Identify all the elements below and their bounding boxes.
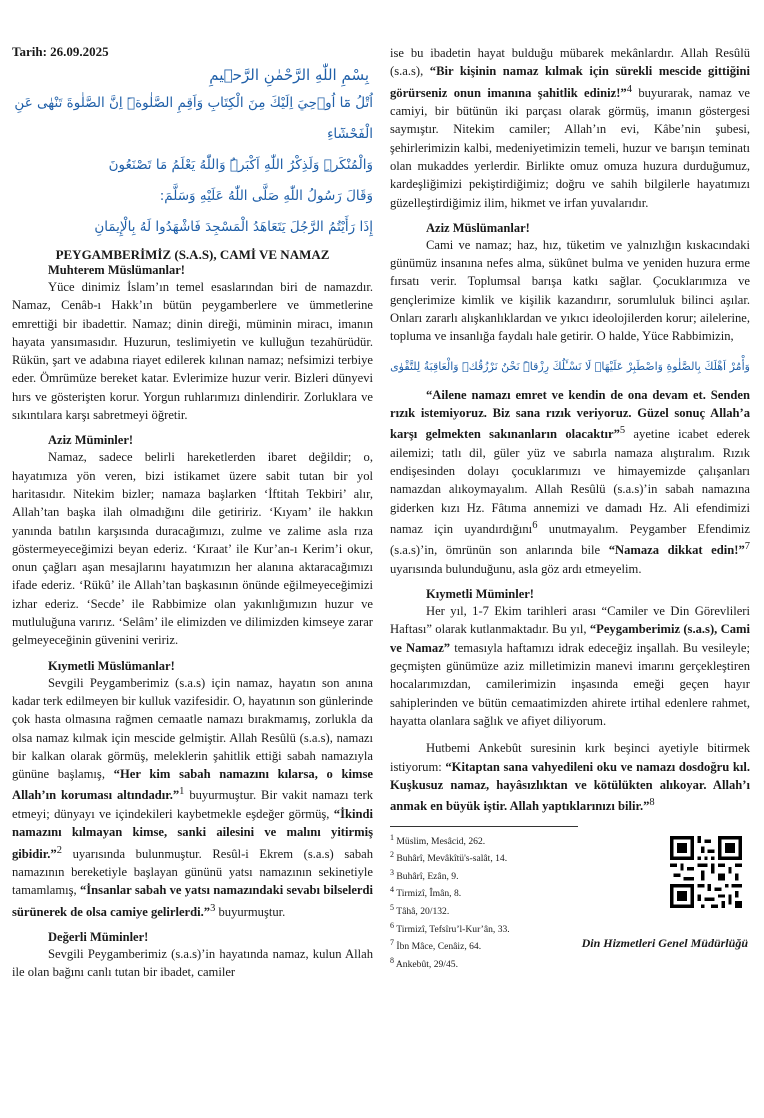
section-heading: Aziz Müminler! <box>48 433 134 448</box>
footnote-ref: 2 <box>56 844 62 856</box>
section-heading: Aziz Müslümanlar! <box>426 220 530 235</box>
signature: Din Hizmetleri Genel Müdürlüğü <box>581 935 748 950</box>
arabic-taha-verse: وَأْمُرْ اَهْلَكَ بِالصَّلٰوةِ وَاصْطَبِرْ عَلَيْهَاۜ لَا نَسْـَٔلُكَ رِزْقاًۜ نَحْنُ نَرْزُقُكَۜ وَالْعَاقِبَةُ لِلتَّقْوٰى <box>390 359 750 373</box>
footnote-ref: 5 <box>619 425 626 437</box>
footnote-item: $^3$ Buhârî, Ezân, 9. <box>390 867 459 882</box>
footnote-divider <box>390 826 578 827</box>
section-heading: Değerli Müminler! <box>48 930 149 945</box>
footnote-item: $^7$ İbn Mâce, Cenâiz, 64. <box>390 938 482 953</box>
paragraph: Namaz, sadece belirli hareketlerden ibaret değildir; o, hayatımıza yön veren, bizi istikamet üzere sabit tutan bir yol haritasıdır. Nitekim bizler; namaza başlarken ‘İftitah Tekbiri’ alır, Allah’tan başka ilah olmadığını dile getiririz. ‘Kıyam’ ile hakkın yanında batılın karşısında duracağımızı, zulme ve zalime asla rıza göstermeyeceğimizi beyan ederiz. ‘Kıraat’ ile Kur’an-ı Kerim’i okur, onun çağları aşan mesajlarını hayatımızın her alanına aktaracağımızı ifade ederiz. ‘Rükû’ ile Allah’tan başkasının önünde eğilmeyeceğimizi izhar ederiz. ‘Secde’ ile Rabbimize olan yakınlığımızın huzur ve mutluluğuna varırız. ‘Selâm’ ile elimizden ve dilimizden kimseye zarar gelmeyeceğinin güvenini veririz. <box>12 450 373 648</box>
footnote-ref: 6 <box>532 519 538 531</box>
section-heading: Muhterem Müslümanlar! <box>48 263 185 277</box>
paragraph: Hutbemi Ankebût suresinin kırk beşinci ayetiyle bitirmek istiyorum: “Kitaptan sana vahyedileni oku ve namazı dosdoğru kıl. Kuşkusuz namaz, hayâsızlıktan ve kötülükten alıkoyar. Allah’ı anmak en büyük iştir. Allah yaptıklarınızı bilir.”$^8$ <box>390 741 750 814</box>
arabic-verse-line-2: وَالْمُنْكَرِۜ وَلَذِكْرُ اللّٰهِ اَكْبَرُۜ وَاللّٰهُ يَعْلَمُ مَا تَصْنَعُونَ <box>108 157 373 173</box>
paragraph: Yüce dinimiz İslam’ın temel esaslarından biri de namazdır. Namaz, Cenâb-ı Hakk’ın bütün peygamberlere ve ümmetlerine emrettiği bir ibadettir. Namaz; dinin direği, müminin miracı, imanın hayata yansımasıdır. Huzurun, teslimiyetin ve kulluğun tezahürüdür. Rükün, şart ve adabına riayet edilerek kılınan namaz; nefsimizi terbiye eder. Ömrümüze bereket katar. Evlerimize huzur verir. Bizleri dünyevi hırs ve gösterişten korur. Yorgun ruhlarımızı dinlendirir. Zorluklara ve sıkıntılara karşı sabretmeyi öğretir. <box>12 280 373 423</box>
footnote-ref: 1 <box>179 786 185 798</box>
footnote-ref: 3 <box>210 902 216 914</box>
footnote-item: $^6$ Tirmizî, Tefsîru’l-Kur’ân, 33. <box>390 920 510 935</box>
right-column <box>390 44 750 971</box>
footnote-item: $^5$ Tâhâ, 20/132. <box>390 903 450 918</box>
footnote-ref: 8 <box>649 797 655 809</box>
left-column <box>12 44 373 982</box>
footnote-ref: 7 <box>744 541 750 553</box>
footnote-item: $^4$ Tirmizî, Îmân, 8. <box>390 885 462 900</box>
date-label: Tarih: 26.09.2025 <box>12 44 109 59</box>
paragraph: Sevgili Peygamberimiz (s.a.s)’in hayatında namaz, kulun Allah ile olan bağını canlı tutan bir ibadet, camiler <box>12 947 373 980</box>
basmala-text: بِسْمِ اللّٰهِ الرَّحْمٰنِ الرَّح۪يمِ <box>209 66 369 84</box>
arabic-verse-line-1: اُتْلُ مَٓا اُو۫حِيَ اِلَيْكَ مِنَ الْكِتَابِ وَاَقِمِ الصَّلٰوةَۜ اِنَّ الصَّلٰوةَ تَنْهٰى عَنِ الْفَحْشَٓاءِ <box>14 95 373 142</box>
paragraph: ise bu ibadetin hayat bulduğu mübarek mekânlardır. Allah Resûlü (s.a.s), “Bir kişinin namaz kılmak için sürekli mescide gittiğini görürseniz onun imanına şahitlik ediniz!”$^4$ buyurarak, namaz ve camiyi, bir bütünün iki parçası olarak görmüş, imanın göstergesi saymıştır. Nitekim camiler; Allah’ın evi, Kâbe’nin şubesi, şehirlerimizin kalbi, medeniyetimizin temeli, huzur ve barışın teminatı olan mukaddes yerlerdir. Birlikte omuz omuza huzura durduğumuz, kardeşliğimizi pekiştirdiğimiz; doğru ve sahih bilgilerle hayatımızı güzelleştirdiğimiz ilim, hikmet ve irfan yuvalarıdır. <box>390 46 751 210</box>
qr-code-icon[interactable] <box>670 836 742 908</box>
arabic-hadith-intro: وَقَالَ رَسُولُ اللّٰهِ صَلَّى اللّٰهُ عَلَيْهِ وَسَلَّمَ: <box>159 188 373 204</box>
section-heading: Kıymetli Müslümanlar! <box>48 658 175 673</box>
footer <box>390 826 750 972</box>
paragraph: Her yıl, 1-7 Ekim tarihleri arası “Camiler ve Din Görevlileri Haftası” olarak kutlanmaktadır. Bu yıl, “Peygamberimiz (s.a.s), Cami ve Namaz” temasıyla haftamızı idrak edeceğiz inşallah. Bu vesileyle; geçmişten günümüze aziz milletimizin manevi imarını gerçekleştiren hocalarımızdan, camilerimizin inşasında emeği geçen hayır sahiplerinden ve bütün cemaatimizden ahirete irtihal edenlere rahmet, hayatta olanlara sağlık ve afiyet diliyorum. <box>390 604 751 728</box>
footnote-item: $^2$ Buhârî, Mevâkîtü's-salât, 14. <box>390 850 508 865</box>
arabic-hadith-line: إِذَا رَأَيْتُمُ الرَّجُلَ يَتَعَاهَدُ الْمَسْجِدَ فَاشْهَدُوا لَهُ بِالْإِيمَانِ <box>94 219 373 235</box>
footnote-ref: 4 <box>626 83 632 95</box>
paragraph: “Ailene namazı emret ve kendin de ona devam et. Senden rızık istemiyoruz. Biz sana rızık veriyoruz. Güzel sonuç Allah’a karşı gelmekten sakınanların olacaktır”$^5$ ayetine icabet ederek ailemizi; tatlı dil, güler yüz ve sabırla namaza alıştıralım. Rızık endişesinden dolayı çocuklarımızı ve himayemizde çalışanları namazdan alıkoymayalım. Allah Resûlü (s.a.s)’in sabah namazına giderken kızı Hz. Fâtıma annemizi ve damadı Hz. Ali efendimizi namaz için uyandırdığını$^6$ unutmayalım. Peygamber Efendimiz (s.a.s)’in, ömrünün son anlarında bile “Namaza dikkat edin!”$^7$ uyarısında bulunduğunu, asla göz ardı etmeyelim. <box>390 387 751 576</box>
sermon-title: PEYGAMBERİMİZ (S.A.S), CAMİ VE NAMAZ <box>55 247 330 262</box>
paragraph: Cami ve namaz; haz, hız, tüketim ve yalnızlığın kıskacındaki günümüz insanına nefes alma, sükûnet bulma ve yeniden huzura erme fırsatı verir. Toplumsal barışa katkı sağlar. Çocuklarımıza ve gençlerimize kimlik ve kişilik kazandırır, sorumluluk bilinci aşılar. Onları zararlı alışkanlıklardan ve yıkıcı ideolojilerden korur; ailelerine, topluma ve insanlığa faydalı hale getirir. O halde, Yüce Rabbimizin, <box>390 237 750 344</box>
paragraph: Sevgili Peygamberimiz (s.a.s) için namaz, hayatın son anına kadar terk edilmeyen bir kulluk vazifesidir. O, hayatının son günlerinde çok hasta olmasına rağmen cemaatle namazı bırakmamış, zorlukla da olsa namaz kılmak için mescide gelmiştir. Allah Resûlü (s.a.s), namazı bir kalkan olarak görmüş, meleklerin şahitlik ettiği sabah namazıyla gününe başlamış, “Her kim sabah namazını kılarsa, o kimse Allah’ın koruması altındadır.”$^1$ buyurmuştur. Bir vakit namazı terk etmeyi; dünyayı ve içindekileri kaybetmekle eşdeğer görmüş, “İkindi namazını kılmayan kimse, sanki ailesini ve malını yitirmiş gibidir.”$^2$ uyarısında bulunmuştur. Resûl-i Ekrem (s.a.s) sabah namazının bereketiyle başlayan gününü yatsı namazının sekinetiyle tamamlamış, “İnsanlar sabah ve yatsı namazındaki sevabı bilselerdi sürünerek de olsa camiye gelirlerdi.”$^3$ buyurmuştur. <box>12 675 373 919</box>
footnote-item: $^8$ Ankebût, 29/45. <box>390 955 458 970</box>
section-heading: Kıymetli Müminler! <box>426 587 534 602</box>
footnote-item: $^1$ Müslim, Mesâcid, 262. <box>390 832 486 847</box>
